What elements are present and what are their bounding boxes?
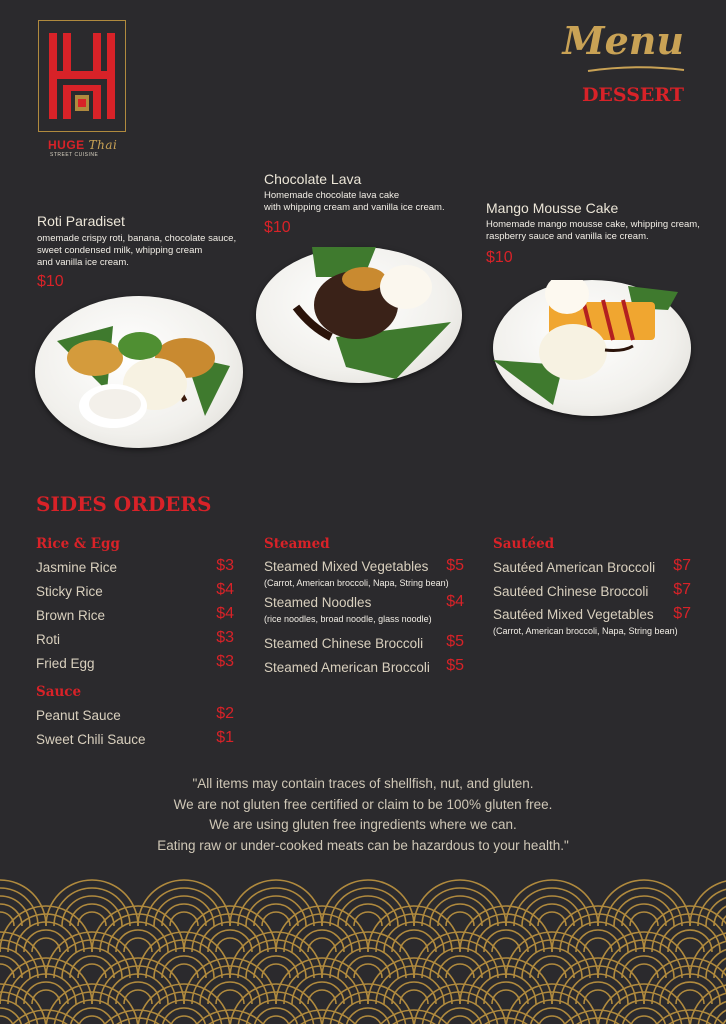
allergen-disclaimer: "All items may contain traces of shellfish, nut, and gluten. We are not gluten free certified or claim to be 100% gluten free. We are using gluten free ingredients where we can. Eating raw or under-cooked meats can be hazardous to your health." [157, 776, 569, 853]
dessert-price-roti: $10 [37, 273, 64, 290]
sauteed-list [493, 559, 693, 643]
list-item [36, 583, 236, 607]
item-name: Steamed Mixed Vegetables [264, 559, 429, 574]
section-title-dessert: DESSERT [581, 84, 684, 106]
dessert-price-mango-mousse: $10 [486, 249, 513, 266]
logo-tagline: STREET CUISINE [50, 152, 99, 158]
item-price: $7 [673, 557, 691, 574]
dessert-name-chocolate-lava: Chocolate Lava [264, 171, 362, 187]
steamed-list [264, 559, 464, 683]
item-name: Sautéed American Broccoli [493, 560, 656, 575]
item-name: Roti [36, 632, 61, 647]
item-name: Brown Rice [36, 608, 106, 623]
item-name: Sticky Rice [36, 584, 103, 599]
dessert-name-mango-mousse: Mango Mousse Cake [486, 200, 619, 216]
logo-brand-name: HUGE Thai [48, 138, 118, 152]
restaurant-logo [38, 20, 126, 132]
item-price: $4 [216, 581, 234, 598]
dessert-name-roti: Roti Paradiset [37, 213, 125, 229]
item-price: $5 [446, 557, 464, 574]
list-item [264, 659, 464, 683]
category-sauteed: Sautéed [493, 536, 555, 552]
item-price: $5 [446, 657, 464, 674]
item-price: $1 [216, 729, 234, 746]
list-item [264, 559, 464, 595]
sauce-list [36, 707, 236, 755]
dessert-desc-chocolate-lava: Homemade chocolate lava cake with whipping cream and vanilla ice cream. [264, 190, 445, 213]
item-price: $3 [216, 629, 234, 646]
menu-underline-flourish-icon [586, 65, 686, 75]
list-item [36, 707, 236, 731]
item-price: $7 [673, 581, 691, 598]
list-item [36, 559, 236, 583]
item-name: Sautéed Mixed Vegetables [493, 607, 654, 622]
list-item [36, 655, 236, 679]
plate-chocolate-lava-image [256, 247, 462, 383]
list-item [493, 607, 693, 643]
item-note: (Carrot, American broccoli, Napa, String bean) [264, 578, 449, 588]
item-price: $2 [216, 705, 234, 722]
logo-mark-icon [47, 29, 117, 123]
plate-roti-image [35, 296, 243, 448]
item-name: Steamed Noodles [264, 595, 372, 610]
item-note: (rice noodles, broad noodle, glass noodle) [264, 614, 432, 624]
list-item [493, 559, 693, 583]
dessert-desc-mango-mousse: Homemade mango mousse cake, whipping cream, raspberry sauce and vanilla ice cream. [486, 219, 700, 242]
category-steamed: Steamed [264, 536, 330, 552]
list-item [36, 607, 236, 631]
item-name: Sweet Chili Sauce [36, 732, 146, 747]
item-name: Jasmine Rice [36, 560, 118, 575]
category-rice-egg: Rice & Egg [36, 536, 120, 552]
item-price: $7 [673, 605, 691, 622]
list-item [493, 583, 693, 607]
item-price: $3 [216, 557, 234, 574]
item-price: $4 [216, 605, 234, 622]
item-note: (Carrot, American broccoli, Napa, String bean) [493, 626, 678, 636]
item-price: $5 [446, 633, 464, 650]
menu-title: Menu [562, 18, 684, 63]
item-price: $3 [216, 653, 234, 670]
dessert-price-chocolate-lava: $10 [264, 219, 291, 236]
item-price: $4 [446, 593, 464, 610]
item-name: Steamed Chinese Broccoli [264, 636, 424, 651]
item-name: Peanut Sauce [36, 708, 121, 723]
dessert-desc-roti: omemade crispy roti, banana, chocolate sauce, sweet condensed milk, whipping cream and vanilla ice cream. [37, 233, 237, 268]
plate-mango-mousse-image [493, 280, 691, 416]
list-item [36, 631, 236, 655]
item-name: Sautéed Chinese Broccoli [493, 584, 649, 599]
category-sauce: Sauce [36, 684, 82, 700]
list-item [264, 595, 464, 635]
list-item [36, 731, 236, 755]
rice-egg-list [36, 559, 236, 679]
wave-pattern-footer-icon [0, 872, 726, 1024]
item-name: Fried Egg [36, 656, 95, 671]
item-name: Steamed American Broccoli [264, 660, 430, 675]
list-item [264, 635, 464, 659]
section-title-sides: SIDES ORDERS [36, 492, 212, 516]
